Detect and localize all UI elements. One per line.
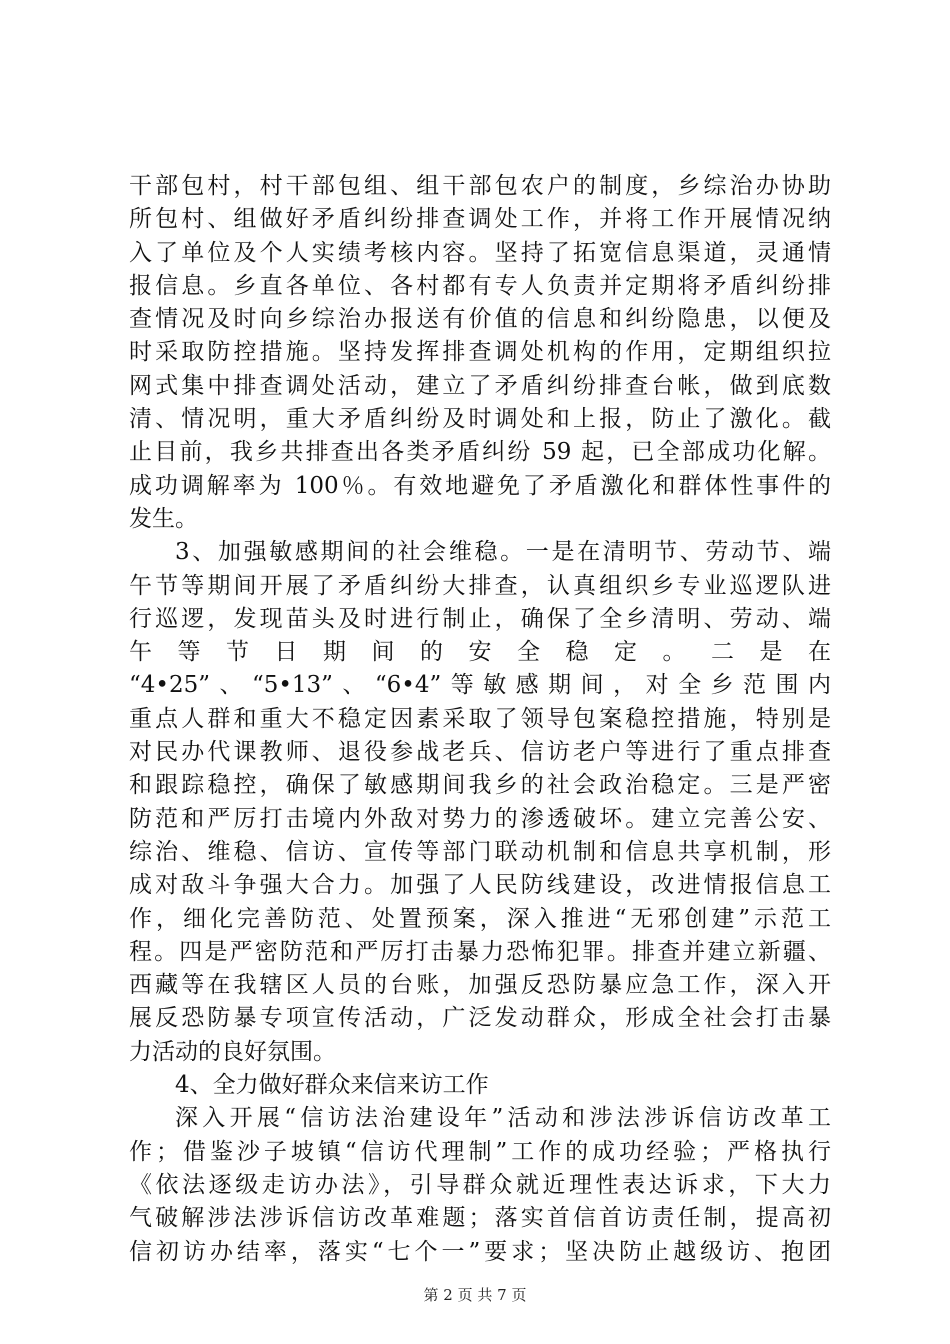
- text-line: 西藏等在我辖区人员的台账，加强反恐防暴应急工作，深入开: [129, 972, 831, 999]
- text-line: 作，细化完善防范、处置预案，深入推进“无邪创建”示范工: [129, 905, 831, 932]
- text-line: 《依法逐级走访办法》，引导群众就近理性表达诉求，下大力: [129, 1171, 831, 1198]
- page-number-footer: 第 2 页 共 7 页: [423, 1286, 527, 1304]
- text-line: 行巡逻，发现苗头及时进行制止，确保了全乡清明、劳动、端: [129, 605, 831, 632]
- text-line: 止目前，我乡共排查出各类矛盾纠纷 59 起，已全部成功化解。: [129, 439, 831, 466]
- text-line: 报信息。乡直各单位、各村都有专人负责并定期将矛盾纠纷排: [129, 272, 831, 299]
- text-line: 作；借鉴沙子坡镇“信访代理制”工作的成功经验；严格执行: [129, 1138, 831, 1165]
- text-line: 3、加强敏感期间的社会维稳。一是在清明节、劳动节、端: [175, 539, 831, 566]
- text-line: 所包村、组做好矛盾纠纷排查调处工作，并将工作开展情况纳: [129, 206, 831, 233]
- text-line: 网式集中排查调处活动，建立了矛盾纠纷排查台帐，做到底数: [129, 372, 831, 399]
- text-line: 气破解涉法涉诉信访改革难题；落实首信首访责任制，提高初: [129, 1205, 831, 1232]
- text-line: 深入开展“信访法治建设年”活动和涉法涉诉信访改革工: [175, 1105, 831, 1132]
- text-line: 成对敌斗争强大合力。加强了人民防线建设，改进情报信息工: [129, 872, 831, 899]
- text-line: 午节等期间开展了矛盾纠纷大排查，认真组织乡专业巡逻队进: [129, 572, 831, 599]
- text-line: 力活动的良好氛围。: [129, 1038, 336, 1065]
- text-line: 干部包村，村干部包组、组干部包农户的制度，乡综治办协助: [129, 173, 831, 199]
- text-line: 4、全力做好群众来信来访工作: [175, 1072, 489, 1099]
- text-line: 查情况及时向乡综治办报送有价值的信息和纠纷隐患，以便及: [129, 306, 831, 333]
- text-line: 清、情况明，重大矛盾纠纷及时调处和上报，防止了激化。截: [129, 406, 831, 433]
- text-line: 重点人群和重大不稳定因素采取了领导包案稳控措施，特别是: [129, 705, 831, 732]
- text-line: 成功调解率为 100％。有效地避免了矛盾激化和群体性事件的: [129, 472, 831, 499]
- text-line: 时采取防控措施。坚持发挥排查调处机构的作用，定期组织拉: [129, 339, 831, 366]
- text-line: 展反恐防暴专项宣传活动，广泛发动群众，形成全社会打击暴: [129, 1005, 831, 1032]
- text-line: 入了单位及个人实绩考核内容。坚持了拓宽信息渠道，灵通情: [129, 239, 831, 266]
- text-line: 午等节日期间的安全稳定。二是在: [129, 639, 831, 666]
- text-line: 综治、维稳、信访、宣传等部门联动机制和信息共享机制，形: [129, 838, 831, 865]
- text-line: 发生。: [129, 505, 198, 532]
- text-line: “4•25”、“5•13”、“6•4”等敏感期间，对全乡范围内: [129, 672, 831, 699]
- text-line: 对民办代课教师、退役参战老兵、信访老户等进行了重点排查: [129, 739, 831, 766]
- document-body: [129, 170, 831, 1269]
- text-line: 防范和严厉打击境内外敌对势力的渗透破坏。建立完善公安、: [129, 805, 831, 832]
- text-line: 和跟踪稳控，确保了敏感期间我乡的社会政治稳定。三是严密: [129, 772, 831, 799]
- text-line: 信初访办结率，落实“七个一”要求；坚决防止越级访、抱团: [129, 1238, 831, 1265]
- text-line: 程。四是严密防范和严厉打击暴力恐怖犯罪。排查并建立新疆、: [129, 938, 831, 965]
